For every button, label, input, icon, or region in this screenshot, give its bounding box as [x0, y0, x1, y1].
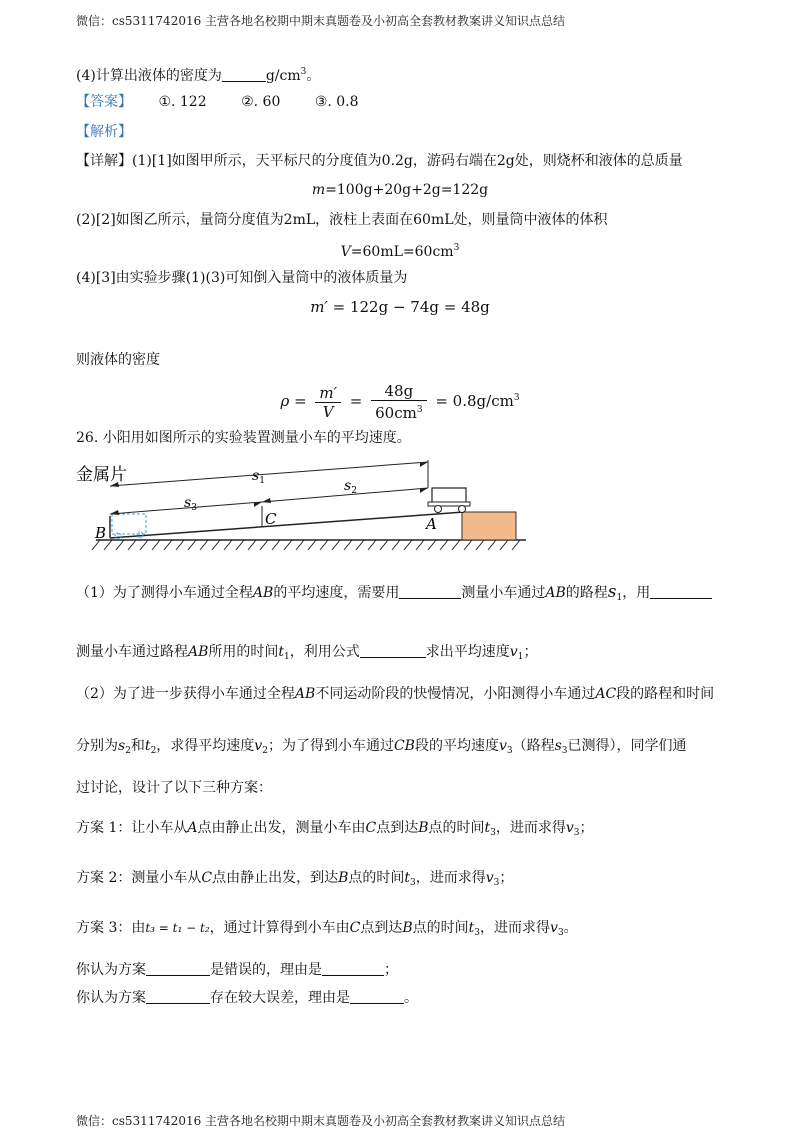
answer-line — [76, 92, 359, 112]
metal-plate-label: 金属片 — [76, 465, 127, 485]
q26-part2-line1: （2）为了进一步获得小车通过全程AB不同运动阶段的快慢情况，小阳测得小车通过AC段的路程和时间 — [76, 686, 715, 702]
ground-hatching — [92, 540, 520, 550]
support-block — [462, 512, 516, 540]
question-4-line: (4)计算出液体的密度为 $g/cm^3$。 — [76, 67, 321, 84]
label-s2: $s_2$ — [344, 478, 357, 496]
scheme-2: 方案 2：测量小车从C点由静止出发，到达B点的时间$t_3$，进而求得$v_3$； — [76, 870, 514, 888]
answer-blank[interactable] — [350, 988, 404, 1004]
ghost-car — [112, 514, 146, 534]
fraction-values: $\frac{48g}{60cm^3}$ — [371, 382, 426, 422]
scheme-3: 方案 3：由t₃ = t₁ − t₂，通过计算得到小车由C点到达B点的时间$t_3$，进而求得$v_3$。 — [76, 920, 578, 938]
scheme-1: 方案 1：让小车从A点由静止出发，测量小车由C点到达B点的时间$t_3$，进而求得$v_3$； — [76, 820, 594, 838]
incline-diagram — [76, 458, 536, 554]
answer-blank[interactable] — [146, 988, 210, 1004]
label-point-b: B — [95, 524, 107, 542]
s1-arrow — [110, 462, 428, 486]
fraction-m-over-v: $\frac{m'}{V}$ — [315, 384, 341, 421]
detail-para-1: 【详解】(1)[1]如图甲所示，天平标尺的分度值为0.2g，游码右端在2g处，则烧杯和液体的总质量 — [76, 153, 683, 169]
q26-part2-line2: 分别为$s_2$和$t_2$，求得平均速度$v_2$；为了得到小车通过CB段的平均速度$v_3$（路程$s_3$已测得），同学们通 — [76, 738, 687, 756]
q26-part1-line1: （1）为了测得小车通过全程AB的平均速度，需要用 测量小车通过AB的路程$s_1$，用 — [76, 582, 712, 608]
answer-tag: 【答案】 — [76, 94, 132, 110]
answer-blank[interactable] — [399, 583, 461, 599]
answer-blank[interactable] — [322, 960, 384, 976]
q26-part2-line3: 过讨论，设计了以下三种方案： — [76, 780, 272, 796]
label-s3: $s_3$ — [184, 495, 197, 513]
detail-para-4: 则液体的密度 — [76, 352, 160, 368]
incline-board — [110, 512, 464, 538]
label-point-c: C — [265, 510, 277, 528]
answer-2: ②. 60 — [241, 94, 281, 110]
equation-mass: m=100g+20g+2g=122g — [311, 182, 489, 198]
q26-part1-line2: 测量小车通过路程AB所用的时间$t_1$，利用公式 求出平均速度$v_1$； — [76, 644, 538, 662]
equation-density: ρ = $\frac{m'}{V}$ = $\frac{48g}{60cm^3}$ = $0.8g/cm^3$ — [280, 382, 520, 422]
answer-3: ③. 0.8 — [314, 94, 359, 110]
page-footer: 微信：cs5311742016 主营各地名校期中期末真题卷及小初高全套教材教案讲义知识点总结 — [76, 1114, 566, 1128]
answer-blank[interactable] — [146, 960, 210, 976]
page-header: 微信：cs5311742016 主营各地名校期中期末真题卷及小初高全套教材教案讲义知识点总结 — [76, 14, 566, 28]
label-s1: $s_1$ — [252, 468, 265, 486]
answer-blank[interactable] — [360, 642, 426, 658]
answer-1: ①. 122 — [158, 94, 207, 110]
toy-car — [428, 488, 470, 513]
analysis-tag: 【解析】 — [76, 124, 132, 140]
label-point-a: A — [426, 515, 437, 533]
answer-blank[interactable] — [650, 583, 712, 599]
answer-blank[interactable] — [222, 66, 266, 82]
detail-para-2: (2)[2]如图乙所示，量筒分度值为2mL，液柱上表面在60mL处，则量筒中液体的体积 — [76, 212, 608, 228]
scheme-3-formula: t₃ = t₁ − t₂ — [145, 921, 210, 935]
equation-volume: $V=60mL=60cm^3$ — [340, 243, 460, 260]
equation-liquid-mass: m′ = 122g − 74g = 48g — [310, 298, 490, 316]
detail-para-3: (4)[3]由实验步骤(1)(3)可知倒入量筒中的液体质量为 — [76, 270, 408, 286]
conclusion-2: 你认为方案 存在较大误差，理由是 。 — [76, 990, 418, 1006]
conclusion-1: 你认为方案 是错误的，理由是 ； — [76, 962, 398, 978]
question-26-stem: 26. 小阳用如图所示的实验装置测量小车的平均速度。 — [76, 430, 411, 446]
